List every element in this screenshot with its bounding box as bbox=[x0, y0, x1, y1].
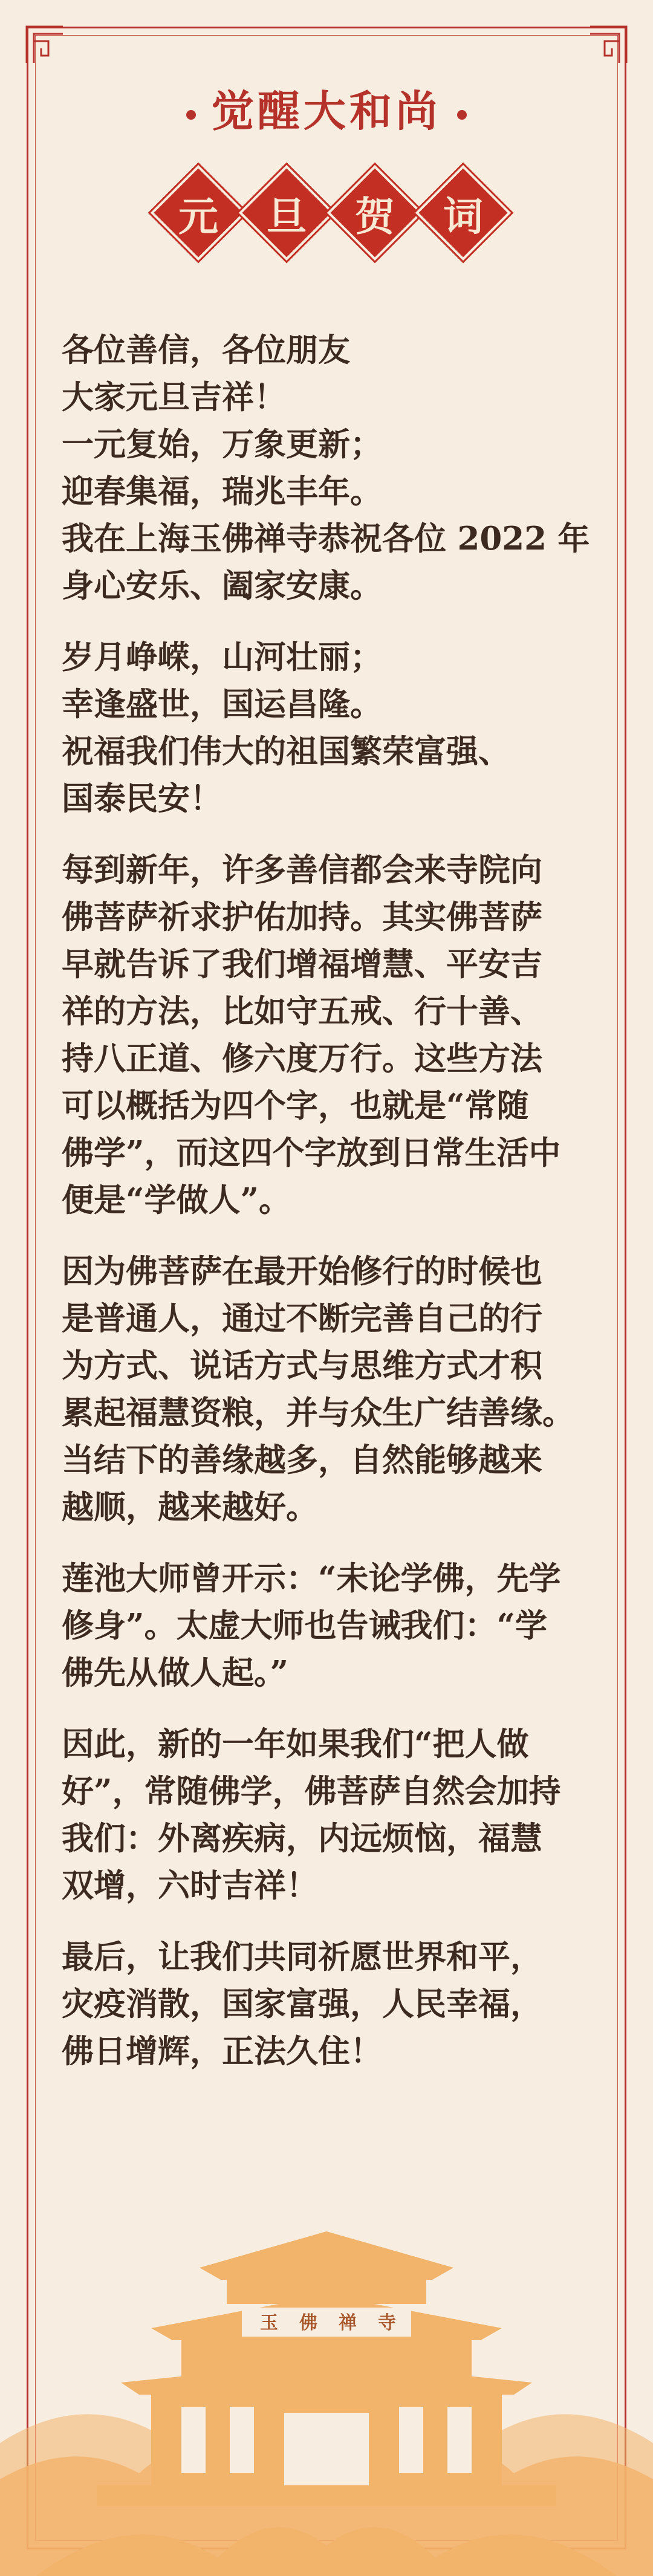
text-line: 好”，常随佛学，佛菩萨自然会加持 bbox=[62, 1773, 561, 1810]
text-line: 祥的方法，比如守五戒、行十善、 bbox=[62, 993, 542, 1030]
subtitle-char-tile bbox=[244, 170, 329, 255]
text-line: 当结下的善缘越多，自然能够越来 bbox=[62, 1441, 542, 1479]
text-line: 身心安乐、阖家安康。 bbox=[62, 567, 382, 605]
text-line: 因此，新的一年如果我们“把人做 bbox=[62, 1725, 529, 1763]
text-line: 因为佛菩萨在最开始修行的时候也 bbox=[62, 1253, 542, 1290]
text-line: 大家元旦吉祥！ bbox=[62, 378, 286, 416]
corner-ornament-icon bbox=[21, 21, 69, 69]
text-line: 幸逢盛世，国运昌隆。 bbox=[62, 686, 382, 723]
temple-illustration bbox=[0, 2189, 653, 2576]
text-line: 为方式、说话方式与思维方式才积 bbox=[62, 1347, 542, 1384]
paragraph bbox=[62, 634, 594, 822]
text-line: 灾疫消散，国家富强，人民幸福， bbox=[62, 1985, 542, 2023]
subtitle-char-tile bbox=[333, 170, 417, 255]
subtitle-char-tile bbox=[421, 170, 505, 255]
text-line: 岁月峥嵘，山河壮丽； bbox=[62, 638, 382, 676]
text-line: 越顺，越来越好。 bbox=[62, 1488, 318, 1526]
text-line: 我们：外离疾病，内远烦恼，福慧 bbox=[62, 1820, 542, 1857]
paragraph bbox=[62, 1555, 594, 1696]
paragraph bbox=[62, 1933, 594, 2075]
text-line: 一元复始，万象更新； bbox=[62, 426, 382, 463]
text-line: 累起福慧资粮，并与众生广结善缘。 bbox=[62, 1394, 574, 1432]
subtitle-char: 贺 bbox=[355, 192, 395, 240]
text-line: 迎春集福，瑞兆丰年。 bbox=[62, 473, 382, 510]
page-title bbox=[0, 77, 653, 138]
corner-ornament-icon bbox=[584, 21, 632, 69]
text-line: 早就告诉了我们增福增慧、平安吉 bbox=[62, 946, 542, 983]
subtitle-char: 元 bbox=[178, 192, 218, 240]
title-dot-icon bbox=[457, 110, 467, 120]
text-line: 每到新年，许多善信都会来寺院向 bbox=[62, 851, 542, 889]
text-line: 祝福我们伟大的祖国繁荣富强、 bbox=[62, 733, 510, 770]
plaque-char: 佛 bbox=[299, 2312, 317, 2334]
plaque-char: 禅 bbox=[339, 2312, 357, 2334]
title-dot-icon bbox=[186, 110, 196, 120]
paragraph bbox=[62, 1721, 594, 1909]
paragraph bbox=[62, 846, 594, 1224]
text-line: 最后，让我们共同祈愿世界和平， bbox=[62, 1938, 542, 1976]
subtitle-char: 词 bbox=[443, 192, 483, 240]
subtitle-char: 旦 bbox=[267, 192, 307, 240]
text-line: 佛学”，而这四个字放到日常生活中 bbox=[62, 1134, 561, 1172]
subtitle-char-tile bbox=[156, 170, 241, 255]
message-body bbox=[62, 326, 594, 2099]
paragraph bbox=[62, 1248, 594, 1531]
text-line: 莲池大师曾开示：“未论学佛，先学 bbox=[62, 1560, 561, 1597]
plaque-char: 寺 bbox=[378, 2312, 396, 2334]
text-line: 佛菩萨祈求护佑加持。其实佛菩萨 bbox=[62, 898, 542, 936]
text-line: 持八正道、修六度万行。这些方法 bbox=[62, 1040, 542, 1077]
text-line: 我在上海玉佛禅寺恭祝各位 2022 年 bbox=[62, 520, 590, 557]
text-line: 可以概括为四个字，也就是“常随 bbox=[62, 1087, 529, 1124]
plaque-char: 玉 bbox=[260, 2312, 278, 2334]
text-line: 便是“学做人”。 bbox=[62, 1181, 291, 1219]
text-line: 双增，六时吉祥！ bbox=[62, 1867, 318, 1904]
subtitle-banner bbox=[0, 163, 653, 266]
text-line: 佛先从做人起。” bbox=[62, 1654, 288, 1692]
text-line: 国泰民安！ bbox=[62, 780, 222, 817]
text-line: 佛日增辉，正法久住！ bbox=[62, 2033, 382, 2070]
page-title-text: 觉醒大和尚 bbox=[212, 86, 441, 136]
paragraph bbox=[62, 326, 594, 609]
text-line: 各位善信，各位朋友 bbox=[62, 331, 350, 369]
text-line: 是普通人，通过不断完善自己的行 bbox=[62, 1300, 542, 1337]
text-line: 修身”。太虚大师也告诫我们：“学 bbox=[62, 1607, 547, 1644]
